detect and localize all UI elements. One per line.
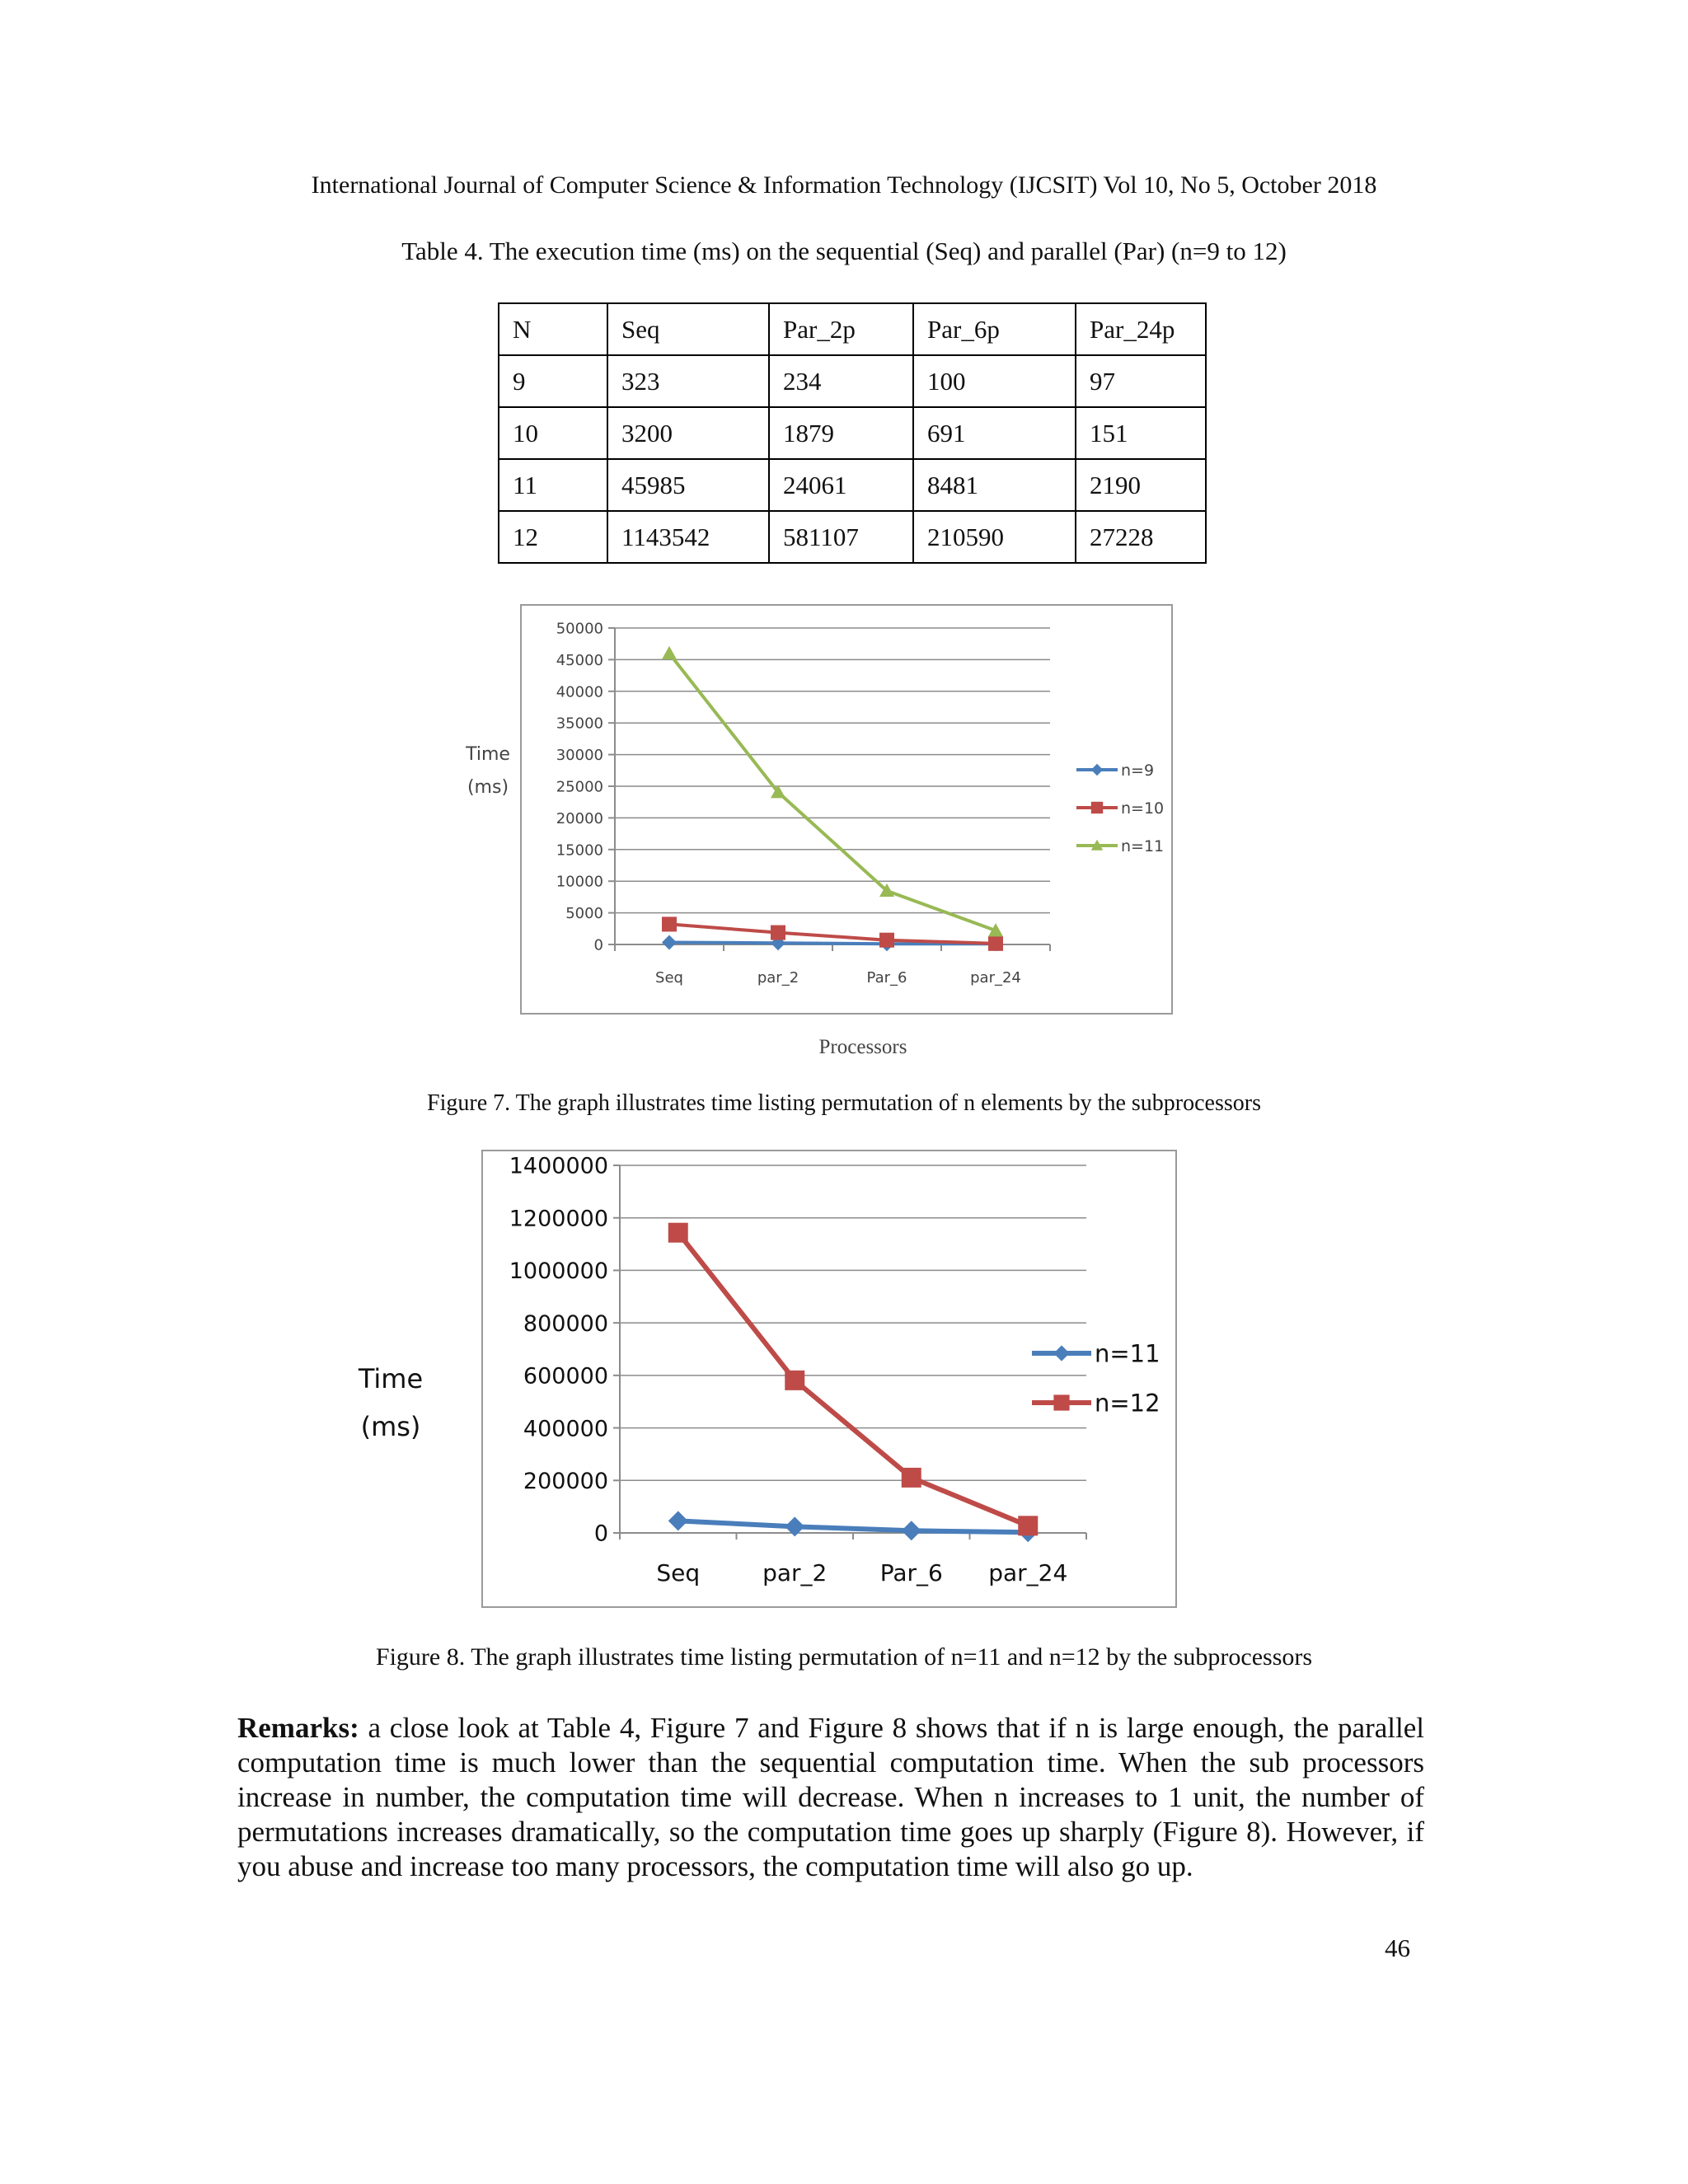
data-point-square xyxy=(785,1371,804,1390)
remarks-text: a close look at Table 4, Figure 7 and Figure 8 shows that if n is large enough, the parallel computation time is much lower than the sequential computation time. When the sub processors increase in number, the computation time will decrease. When n increases to 1 unit, the number of permutations increases dramatically, so the computation time goes up sharply (Figure 8). However, if you abuse and increase too many processors, the computation time will also go up. xyxy=(237,1712,1424,1882)
y-tick-label: 1000000 xyxy=(509,1258,608,1285)
y-tick-label: 40000 xyxy=(556,683,603,701)
table-cell: 234 xyxy=(769,355,913,407)
y-tick-label: 600000 xyxy=(523,1363,608,1390)
y-axis-label: Time xyxy=(358,1363,424,1394)
table-cell: 1143542 xyxy=(607,511,769,563)
y-tick-label: 25000 xyxy=(556,778,603,796)
table-cell: 323 xyxy=(607,355,769,407)
y-axis-label-unit: (ms) xyxy=(467,777,509,798)
x-tick-label: Par_6 xyxy=(866,969,907,987)
y-tick-label: 20000 xyxy=(556,809,603,827)
x-tick-label: par_2 xyxy=(762,1559,828,1586)
data-point-square xyxy=(668,1223,688,1243)
y-tick-label: 35000 xyxy=(556,715,603,733)
data-point-square xyxy=(1018,1516,1038,1535)
legend-label: n=9 xyxy=(1121,761,1155,780)
data-point-square xyxy=(902,1468,921,1488)
table-cell: 2190 xyxy=(1076,459,1206,511)
table-cell: 9 xyxy=(499,355,607,407)
legend-label: n=11 xyxy=(1095,1339,1160,1368)
table-cell: 24061 xyxy=(769,459,913,511)
table-cell: 691 xyxy=(913,407,1076,459)
x-tick-label: par_24 xyxy=(988,1559,1068,1586)
remarks-paragraph xyxy=(237,1711,1424,1884)
table-cell: 97 xyxy=(1076,355,1206,407)
table-cell: 8481 xyxy=(913,459,1076,511)
table-header-cell: Seq xyxy=(607,303,769,355)
x-tick-label: Par_6 xyxy=(879,1559,943,1586)
table-cell: 1879 xyxy=(769,407,913,459)
table-header-cell: Par_6p xyxy=(913,303,1076,355)
legend-label: n=11 xyxy=(1121,837,1165,855)
y-tick-label: 5000 xyxy=(565,905,603,923)
remarks-lead: Remarks: xyxy=(237,1712,359,1744)
page-number: 46 xyxy=(1385,1933,1410,1962)
table-cell: 210590 xyxy=(913,511,1076,563)
figure-7-caption: Figure 7. The graph illustrates time listing permutation of n elements by the subprocessors xyxy=(427,1090,1261,1116)
table-cell: 581107 xyxy=(769,511,913,563)
y-tick-label: 0 xyxy=(593,936,603,954)
journal-header: International Journal of Computer Science & Information Technology (IJCSIT) Vol 10, No 5, October 2018 xyxy=(311,171,1377,199)
y-tick-label: 30000 xyxy=(556,747,603,765)
x-tick-label: par_2 xyxy=(757,969,799,987)
table-cell: 45985 xyxy=(607,459,769,511)
x-tick-label: Seq xyxy=(655,969,683,987)
data-point-square xyxy=(1053,1394,1069,1410)
y-tick-label: 0 xyxy=(593,1521,608,1547)
figure-8-caption: Figure 8. The graph illustrates time listing permutation of n=11 and n=12 by the subprocessors xyxy=(375,1643,1313,1671)
y-tick-label: 1400000 xyxy=(509,1153,608,1179)
y-tick-label: 50000 xyxy=(556,620,603,638)
x-axis-label: Processors xyxy=(818,1036,907,1058)
legend-label: n=12 xyxy=(1095,1389,1160,1418)
x-tick-label: Seq xyxy=(656,1559,701,1586)
table-cell: 27228 xyxy=(1076,511,1206,563)
y-tick-label: 10000 xyxy=(556,873,603,891)
table-cell: 10 xyxy=(499,407,607,459)
y-tick-label: 400000 xyxy=(523,1416,608,1442)
y-tick-label: 45000 xyxy=(556,651,603,669)
y-tick-label: 1200000 xyxy=(509,1206,608,1232)
x-tick-label: par_24 xyxy=(970,969,1021,987)
y-axis-label-unit: (ms) xyxy=(360,1411,421,1442)
table-header-cell: Par_24p xyxy=(1076,303,1206,355)
table-cell: 11 xyxy=(499,459,607,511)
table-header-cell: N xyxy=(499,303,607,355)
legend-label: n=10 xyxy=(1121,799,1165,818)
table-cell: 3200 xyxy=(607,407,769,459)
table-header-cell: Par_2p xyxy=(769,303,913,355)
y-tick-label: 800000 xyxy=(523,1310,608,1337)
y-tick-label: 200000 xyxy=(523,1469,608,1495)
y-tick-label: 15000 xyxy=(556,841,603,860)
table-cell: 12 xyxy=(499,511,607,563)
y-axis-label: Time xyxy=(466,744,510,765)
table-cell: 151 xyxy=(1076,407,1206,459)
table-caption: Table 4. The execution time (ms) on the sequential (Seq) and parallel (Par) (n=9 to 12) xyxy=(401,237,1287,265)
table-cell: 100 xyxy=(913,355,1076,407)
